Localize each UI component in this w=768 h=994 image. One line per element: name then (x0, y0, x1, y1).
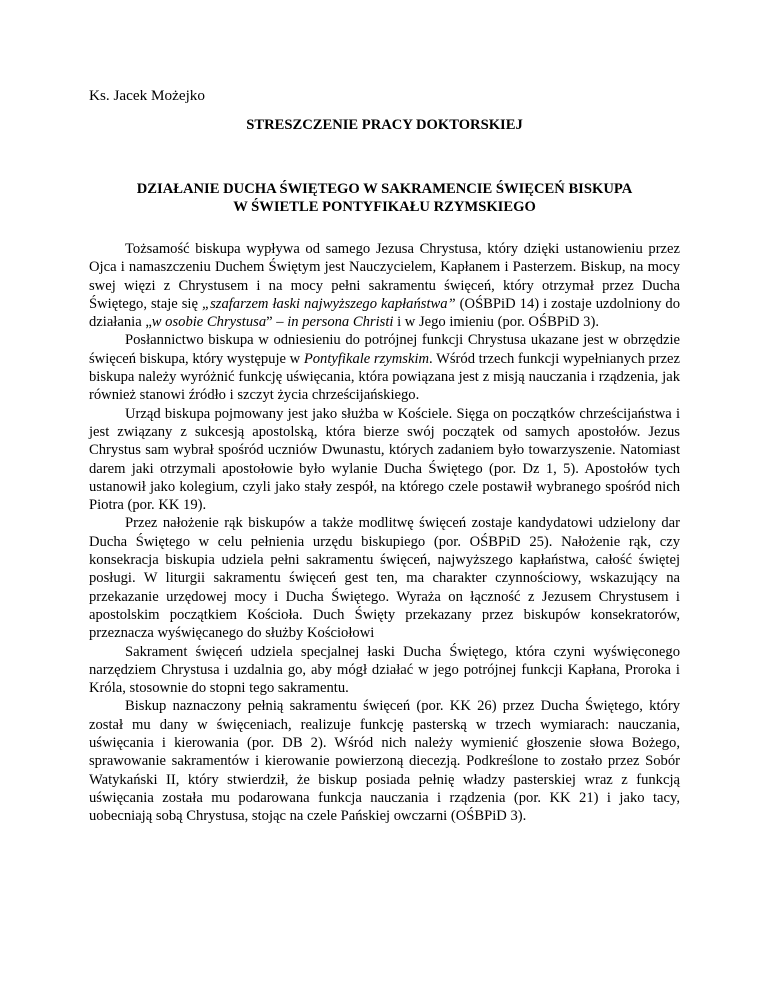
thesis-heading-line-2: W ŚWIETLE PONTYFIKAŁU RZYMSKIEGO (233, 199, 536, 215)
paragraph-1 (89, 240, 680, 331)
thesis-heading-line-1: DZIAŁANIE DUCHA ŚWIĘTEGO W SAKRAMENCIE ŚWIĘCEŃ BISKUPA (136, 181, 633, 197)
paragraph-2-italic-title: Pontyfikale rzymskim (303, 350, 430, 367)
thesis-heading (89, 180, 680, 216)
paragraph-6: Biskup naznaczony pełnią sakramentu święceń (por. KK 26) przez Ducha Świętego, który został mu dany w święceniach, realizuje funkcję pasterską w trzech wymiarach: nauczania, uświęcania i kierowania (por. DB 2). Wśród nich należy wymienić głoszenie słowa Bożego, sprawowanie sakramentów i kierowanie powierzoną diecezją. Podkreślone to zostało przez Sobór Watykański II, który stwierdził, że biskup posiada pełnię władzy pasterskiej wraz z funkcją uświęcania została mu podarowana funkcja nauczania i rządzenia (por. KK 21) i jako tacy, uobecniają sobą Chrystusa, stojąc na czele Pańskiej owczarni (OŚBPiD 3). (89, 698, 680, 825)
paragraph-2 (89, 331, 680, 404)
document-title: STRESZCZENIE PRACY DOKTORSKIEJ (246, 117, 523, 133)
paragraph-2-text-a: Posłannictwo biskupa w odniesieniu do potrójnej funkcji Chrystusa ukazane jest w obrzędzie święceń biskupa, który występuje w (89, 332, 680, 367)
paragraph-3: Urząd biskupa pojmowany jest jako służba w Kościele. Sięga on początków chrześcijaństwa i jest związany z sukcesją apostolską, która bierze swój początek od samych apostołów. Jezus Chrystus sam wybrał spośród uczniów Dwunastu, których zadaniem było towarzyszenie. Natomiast darem jaki otrzymali apostołowie było wylanie Ducha Świętego (por. Dz 1, 5). Apostołów tych ustanowił jako kolegium, czyli jako stały zespół, na którego czele postawił wybranego spośród nich Piotra (por. KK 19). (89, 405, 680, 514)
paragraph-1-text-g: i w Jego imieniu (por. OŚBPiD 3). (393, 314, 599, 331)
paragraph-1-text-c: (OŚBPiD 14) i zostaje uzdolniony do działania „ (89, 295, 680, 331)
paragraph-1-quote: „szafarzem łaski najwyższego kapłaństwa” (201, 295, 456, 312)
paragraph-1-text-e: ” – (266, 314, 288, 331)
author-name: Ks. Jacek Możejko (89, 87, 205, 104)
paragraph-1-latin-phrase: in persona Christi (287, 314, 394, 331)
paragraph-1-italic-phrase: w osobie Chrystusa (151, 314, 267, 331)
paragraph-5: Sakrament święceń udziela specjalnej łaski Ducha Świętego, która czyni wyświęconego narzędziem Chrystusa i uzdalnia go, aby mógł działać w jego potrójnej funkcji Kapłana, Proroka i Króla, stosownie do stopni tego sakramentu. (89, 643, 680, 697)
paragraph-2-text-c: . Wśród trzech funkcji wypełnianych przez biskupa należy wyróżnić funkcję uświęcania, która powiązana jest z misją nauczania i rządzenia, jak również stanowi źródło i szczyt życia chrześcijańskiego. (89, 350, 681, 404)
summary-body (89, 240, 680, 826)
paragraph-4: Przez nałożenie rąk biskupów a także modlitwę święceń zostaje kandydatowi udzielony dar Ducha Świętego w celu pełnienia urzędu biskupiego (por. OŚBPiD 25). Nałożenie rąk, czy konsekracja biskupia udziela pełni sakramentu święceń, najwyższego kapłaństwa, całość świętej posługi. W liturgii sakramentu święceń gest ten, ma charakter czynnościowy, wskazujący na przekazanie urzędowej mocy i Ducha Świętego. Wyraża on łączność z Jezusem Chrystusem i apostolskim początkiem Kościoła. Duch Święty przekazany przez biskupów konsekratorów, przeznacza wyświęcanego do służby Kościołowi (89, 515, 680, 642)
paragraph-1-text-a: Tożsamość biskupa wypływa od samego Jezusa Chrystusa, który dzięki ustanowieniu przez Ojca i namaszczeniu Duchem Świętym jest Nauczycielem, Kapłanem i Pasterzem. Biskup, na mocy swej więzi z Chrystusem i na mocy pełni sakramentu święceń, który otrzymał przez Ducha Świętego, staje się (89, 241, 680, 312)
